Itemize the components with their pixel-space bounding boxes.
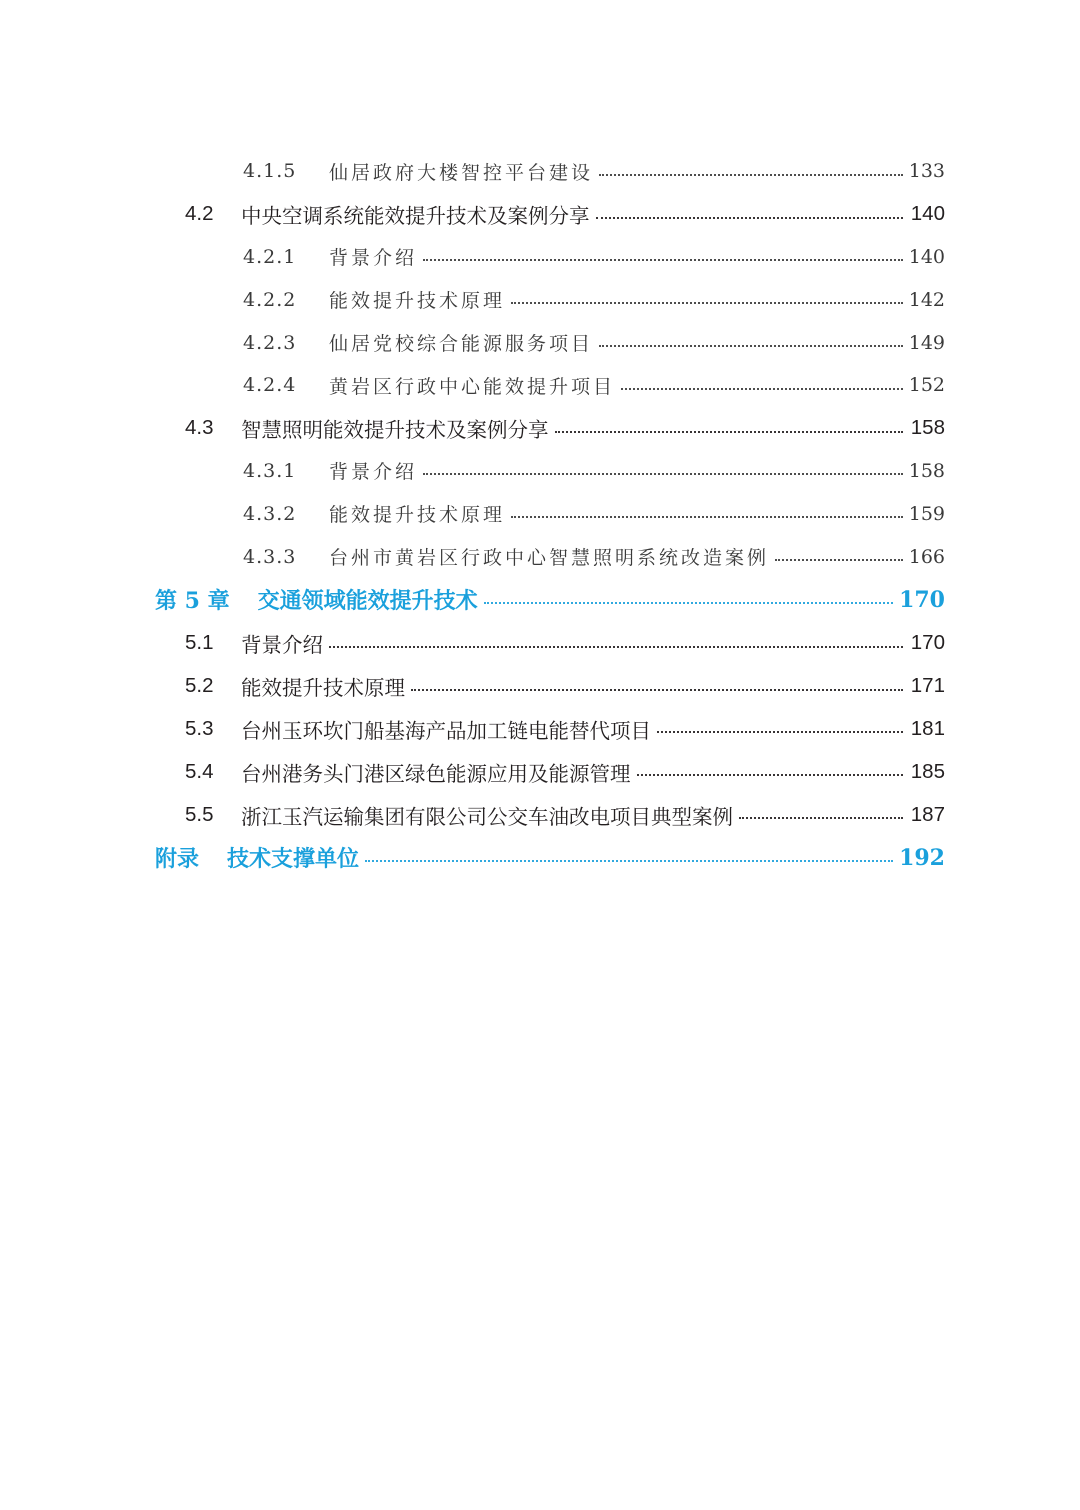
- toc-entry[interactable]: [155, 535, 945, 578]
- toc-entry-title: 智慧照明能效提升技术及案例分享: [241, 419, 549, 443]
- dot-leader: [365, 859, 893, 862]
- toc-entry[interactable]: [155, 236, 945, 279]
- toc-entry-page: 187: [910, 802, 945, 826]
- toc-entry-number: 5.1: [185, 631, 214, 655]
- toc-entry-title: 能效提升技术原理: [329, 290, 506, 313]
- toc-entry-title: 仙居党校综合能源服务项目: [329, 333, 594, 356]
- toc-appendix-entry[interactable]: [155, 836, 945, 880]
- toc-entry-page: 158: [908, 459, 945, 482]
- toc-entry-page: 181: [910, 716, 945, 740]
- toc-entry[interactable]: [155, 364, 945, 407]
- toc-entry-title: 背景介绍: [329, 247, 418, 270]
- toc-entry[interactable]: [155, 793, 945, 836]
- toc-entry[interactable]: [155, 492, 945, 535]
- toc-entry-number: 4.3.1: [243, 459, 297, 482]
- toc-entry-number: 5.4: [185, 759, 214, 783]
- toc-entry-number: 5.2: [185, 674, 214, 698]
- dot-leader: [637, 773, 904, 776]
- toc-entry-page: 133: [908, 160, 945, 183]
- dot-leader: [775, 558, 903, 561]
- toc-entry-page: 152: [908, 374, 945, 397]
- chapter-number: 第 5 章: [155, 588, 230, 615]
- toc-entry-page: 171: [910, 674, 945, 698]
- toc-entry[interactable]: [155, 278, 945, 321]
- toc-entry-title: 台州港务头门港区绿色能源应用及能源管理: [241, 762, 631, 786]
- dot-leader: [511, 301, 903, 304]
- toc-entry-title: 台州市黄岩区行政中心智慧照明系统改造案例: [329, 547, 770, 570]
- dot-leader: [484, 601, 893, 604]
- toc-entry-title: 背景介绍: [241, 634, 323, 658]
- toc-entry-page: 170: [910, 631, 945, 655]
- dot-leader: [599, 344, 903, 347]
- toc-entry-number: 5.5: [185, 802, 214, 826]
- toc-entry-number: 4.2.3: [243, 331, 297, 354]
- toc-chapter-entry[interactable]: [155, 578, 945, 622]
- dot-leader: [596, 216, 904, 219]
- toc-entry-number: 4.3: [185, 416, 214, 440]
- dot-leader: [739, 816, 903, 819]
- toc-entry[interactable]: [155, 450, 945, 493]
- dot-leader: [329, 645, 903, 648]
- toc-entry[interactable]: [155, 407, 945, 450]
- table-of-contents: [155, 150, 945, 880]
- toc-entry-title: 浙江玉汽运输集团有限公司公交车油改电项目典型案例: [241, 805, 733, 829]
- dot-leader: [621, 387, 903, 390]
- toc-entry-number: 4.3.2: [243, 502, 297, 525]
- toc-entry-number: 4.2.4: [243, 374, 297, 397]
- toc-entry-page: 166: [908, 545, 945, 568]
- toc-entry[interactable]: [155, 150, 945, 193]
- toc-entry-page: 142: [908, 288, 945, 311]
- dot-leader: [555, 430, 904, 433]
- chapter-title: 交通领域能效提升技术: [257, 588, 478, 615]
- toc-entry[interactable]: [155, 622, 945, 665]
- toc-entry-number: 4.2: [185, 202, 214, 226]
- toc-entry-page: 149: [908, 331, 945, 354]
- toc-entry-title: 台州玉环坎门船基海产品加工链电能替代项目: [241, 719, 651, 743]
- toc-entry-title: 黄岩区行政中心能效提升项目: [329, 375, 616, 398]
- dot-leader: [511, 515, 903, 518]
- toc-entry-number: 4.2.1: [243, 245, 297, 268]
- toc-entry-title: 仙居政府大楼智控平台建设: [329, 161, 594, 184]
- toc-entry-number: 4.3.3: [243, 545, 297, 568]
- toc-entry[interactable]: [155, 708, 945, 751]
- toc-entry-page: 140: [910, 202, 945, 226]
- toc-entry[interactable]: [155, 665, 945, 708]
- toc-entry-page: 158: [910, 416, 945, 440]
- toc-entry-number: 4.2.2: [243, 288, 297, 311]
- toc-entry-title: 背景介绍: [329, 461, 418, 484]
- dot-leader: [411, 688, 903, 691]
- toc-entry-number: 5.3: [185, 716, 214, 740]
- dot-leader: [423, 472, 903, 475]
- appendix-title: 技术支撑单位: [227, 846, 360, 873]
- toc-entry-title: 中央空调系统能效提升技术及案例分享: [241, 205, 590, 229]
- toc-entry[interactable]: [155, 193, 945, 236]
- toc-entry[interactable]: [155, 321, 945, 364]
- toc-entry-number: 4.1.5: [243, 160, 297, 183]
- toc-entry-page: 140: [908, 245, 945, 268]
- toc-entry-page: 159: [908, 502, 945, 525]
- chapter-page: 170: [899, 586, 945, 613]
- dot-leader: [599, 173, 903, 176]
- appendix-page: 192: [899, 844, 945, 871]
- appendix-label: 附录: [155, 846, 200, 873]
- toc-entry[interactable]: [155, 750, 945, 793]
- dot-leader: [423, 258, 903, 261]
- toc-entry-page: 185: [910, 759, 945, 783]
- toc-entry-title: 能效提升技术原理: [241, 677, 405, 701]
- toc-entry-title: 能效提升技术原理: [329, 504, 506, 527]
- dot-leader: [657, 730, 903, 733]
